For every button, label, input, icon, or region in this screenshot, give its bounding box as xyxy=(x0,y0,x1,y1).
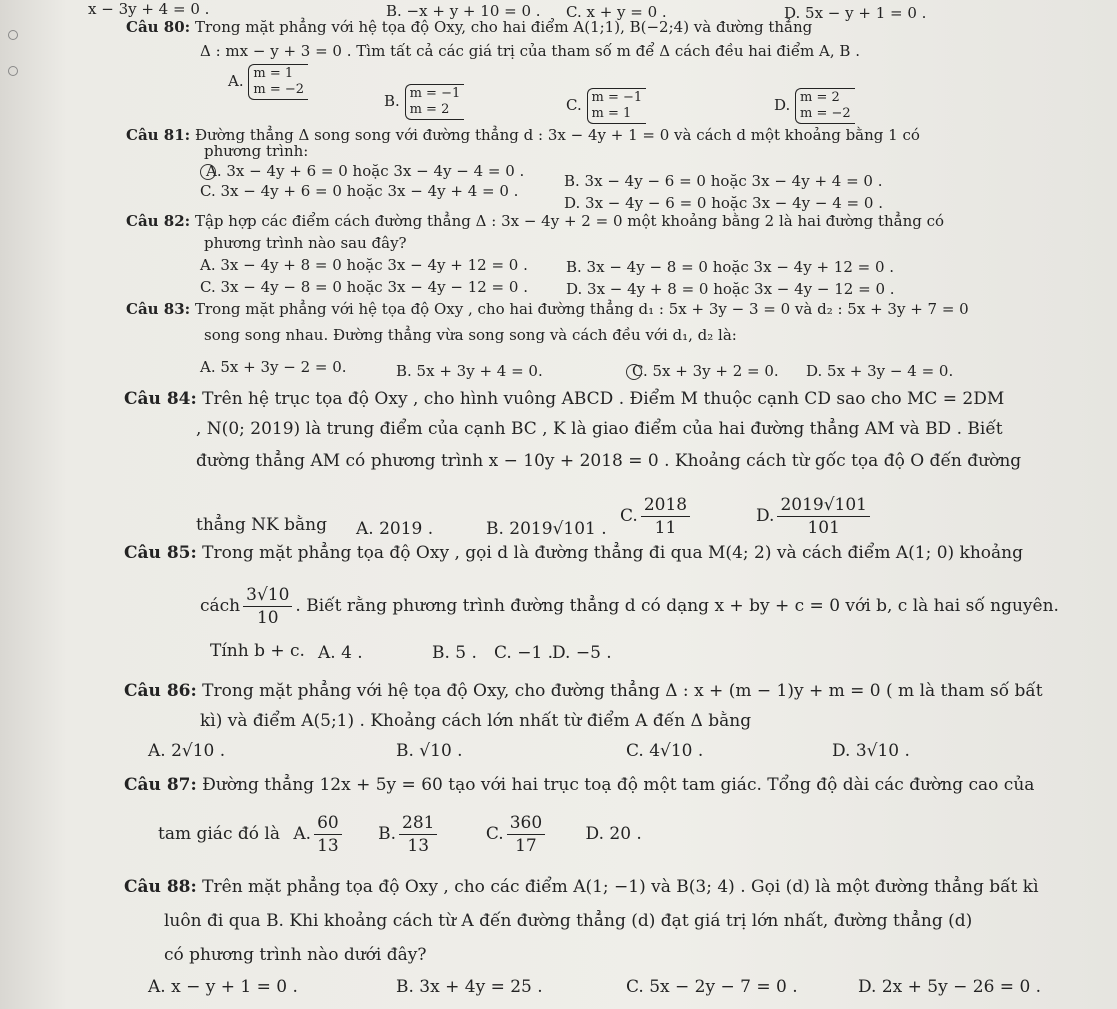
question-81-line2: phương trình: xyxy=(204,142,309,160)
q85-option-b: B. 5 . xyxy=(432,643,477,663)
question-80-line2: Δ : mx − y + 3 = 0 . Tìm tất cả các giá trị của tham số m để Δ cách đều hai điểm A, B . xyxy=(200,42,860,60)
q83-option-c: C. 5x + 3y + 2 = 0. xyxy=(626,362,779,380)
question-84-line4: thẳng NK bằng xyxy=(196,515,327,535)
question-87-text: Đường thẳng 12x + 5y = 60 tạo với hai trục toạ độ một tam giác. Tổng độ dài các đường cao của xyxy=(202,775,1035,795)
q84-option-d: D. $\frac{2019√101}{101}$ xyxy=(756,494,873,539)
q87-option-b: B. $\frac{281}{13}$ xyxy=(378,824,440,844)
question-83-text: Trong mặt phẳng với hệ tọa độ Oxy , cho hai đường thẳng d₁ : 5x + 3y − 3 = 0 và d₂ : 5x + 3y + 7 = 0 xyxy=(194,300,969,318)
question-87-label: Câu 87: xyxy=(124,775,197,795)
q81-option-b: B. 3x − 4y − 6 = 0 hoặc 3x − 4y + 4 = 0 . xyxy=(564,172,883,190)
binder-hole xyxy=(8,66,18,76)
question-83-line2: song song nhau. Đường thẳng vừa song song và cách đều với d₁, d₂ là: xyxy=(204,326,737,344)
question-84-line1 xyxy=(124,388,1004,410)
q82-option-c: C. 3x − 4y − 8 = 0 hoặc 3x − 4y − 12 = 0 . xyxy=(200,278,528,296)
q88-option-c: C. 5x − 2y − 7 = 0 . xyxy=(626,977,798,997)
question-82-text: Tập hợp các điểm cách đường thẳng Δ : 3x − 4y + 2 = 0 một khoảng bằng 2 là hai đường thẳng có xyxy=(194,212,945,230)
question-84-line3: đường thẳng AM có phương trình x − 10y + 2018 = 0 . Khoảng cách từ gốc tọa độ O đến đường xyxy=(196,451,1022,471)
fraction: $\frac{2019√101}{101}$ xyxy=(777,494,870,539)
q87-option-c: C. $\frac{360}{17}$ xyxy=(486,824,548,844)
question-88-line3: có phương trình nào dưới đây? xyxy=(164,945,427,965)
question-80-text: Trong mặt phẳng với hệ tọa độ Oxy, cho hai điểm A(1;1), B(−2;4) và đường thẳng xyxy=(194,18,813,36)
q82-option-b: B. 3x − 4y − 8 = 0 hoặc 3x − 4y + 12 = 0 . xyxy=(566,258,895,276)
q86-option-d: D. 3√10 . xyxy=(832,741,910,761)
prev-option-b: B. −x + y + 10 = 0 . xyxy=(386,2,541,20)
q87-option-d: D. 20 . xyxy=(585,824,642,844)
question-86-label: Câu 86: xyxy=(124,681,197,701)
q81-option-d: D. 3x − 4y − 6 = 0 hoặc 3x − 4y − 4 = 0 . xyxy=(564,194,883,212)
fraction: $\frac{2018}{11}$ xyxy=(641,494,690,539)
question-80-line1 xyxy=(126,18,812,36)
question-86-line2: kì) và điểm A(5;1) . Khoảng cách lớn nhất từ điểm A đến Δ bằng xyxy=(200,711,752,731)
question-83-line1 xyxy=(126,300,969,318)
question-86-line1 xyxy=(124,680,1043,702)
q81-option-c: C. 3x − 4y + 6 = 0 hoặc 3x − 4y + 4 = 0 . xyxy=(200,182,519,200)
q84-option-b: B. 2019√101 . xyxy=(486,519,607,539)
prev-option-d: D. 5x − y + 1 = 0 . xyxy=(784,4,927,22)
question-86-text: Trong mặt phẳng với hệ tọa độ Oxy, cho đường thẳng Δ : x + (m − 1)y + m = 0 ( m là tham số bất xyxy=(202,681,1043,701)
question-85-line2: cách $\frac{3√10}{10}$ . Biết rằng phương trình đường thẳng d có dạng x + by + c = 0 với b, c là hai số nguyên. xyxy=(200,585,1059,628)
q85-option-c: C. −1 . xyxy=(494,643,554,663)
q80-option-a: A. m = 1 m = −2 xyxy=(228,64,308,100)
q81-option-a: A. 3x − 4y + 6 = 0 hoặc 3x − 4y − 4 = 0 . xyxy=(200,162,524,180)
question-88-label: Câu 88: xyxy=(124,877,197,897)
fraction: $\frac{60}{13}$ xyxy=(314,812,342,857)
q83-option-d: D. 5x + 3y − 4 = 0. xyxy=(806,362,954,380)
q86-option-c: C. 4√10 . xyxy=(626,741,704,761)
q88-option-d: D. 2x + 5y − 26 = 0 . xyxy=(858,977,1042,997)
q88-option-b: B. 3x + 4y = 25 . xyxy=(396,977,543,997)
question-83-label: Câu 83: xyxy=(126,300,191,318)
question-85-line3: Tính b + c. xyxy=(210,641,305,661)
q84-option-a: A. 2019 . xyxy=(356,519,434,539)
question-80-label: Câu 80: xyxy=(126,18,191,36)
question-85-text: Trong mặt phẳng tọa độ Oxy , gọi d là đường thẳng đi qua M(4; 2) và cách điểm A(1; 0) khoảng xyxy=(202,543,1024,563)
q82-option-a: A. 3x − 4y + 8 = 0 hoặc 3x − 4y + 12 = 0 . xyxy=(200,256,528,274)
q80-option-c: C. m = −1 m = 1 xyxy=(566,88,646,124)
q80-option-b: B. m = −1 m = 2 xyxy=(384,84,464,120)
question-82-line2: phương trình nào sau đây? xyxy=(204,234,407,252)
prev-option-a: x − 3y + 4 = 0 . xyxy=(88,0,210,18)
question-84-line2: , N(0; 2019) là trung điểm của cạnh BC , K là giao điểm của hai đường thẳng AM và BD . Biết xyxy=(196,419,1003,439)
question-81-label: Câu 81: xyxy=(126,126,191,144)
question-87-line1 xyxy=(124,774,1034,796)
q83-option-a: A. 5x + 3y − 2 = 0. xyxy=(200,358,347,376)
question-81-text: Đường thẳng Δ song song với đường thẳng d : 3x − 4y + 1 = 0 và cách d một khoảng bằng 1 có xyxy=(194,126,920,144)
question-82-line1 xyxy=(126,212,944,230)
q86-option-a: A. 2√10 . xyxy=(148,741,226,761)
binder-hole xyxy=(8,30,18,40)
question-88-line1 xyxy=(124,876,1039,898)
q87-option-a: A. $\frac{60}{13}$ xyxy=(293,824,344,844)
q88-option-a: A. x − y + 1 = 0 . xyxy=(148,977,298,997)
question-84-label: Câu 84: xyxy=(124,389,197,409)
q85-option-a: A. 4 . xyxy=(318,643,363,663)
question-85-line1 xyxy=(124,542,1023,564)
q83-option-b: B. 5x + 3y + 4 = 0. xyxy=(396,362,543,380)
q82-option-d: D. 3x − 4y + 8 = 0 hoặc 3x − 4y − 12 = 0 . xyxy=(566,280,895,298)
question-85-label: Câu 85: xyxy=(124,543,197,563)
q85-option-d: D. −5 . xyxy=(552,643,612,663)
question-87-line2: tam giác đó là A. $\frac{60}{13}$ B. $\frac{281}{13}$ C. $\frac{360}{17}$ D. 20 . xyxy=(158,813,642,856)
fraction: $\frac{3√10}{10}$ xyxy=(243,584,292,629)
q86-option-b: B. √10 . xyxy=(396,741,463,761)
q84-option-c: C. $\frac{2018}{11}$ xyxy=(620,494,693,539)
fraction: $\frac{281}{13}$ xyxy=(399,812,437,857)
question-84-text: Trên hệ trục tọa độ Oxy , cho hình vuông ABCD . Điểm M thuộc cạnh CD sao cho MC = 2DM xyxy=(202,389,1005,409)
prev-option-c: C. x + y = 0 . xyxy=(566,3,667,21)
question-82-label: Câu 82: xyxy=(126,212,191,230)
q80-option-d: D. m = 2 m = −2 xyxy=(774,88,855,124)
question-88-text: Trên mặt phẳng tọa độ Oxy , cho các điểm A(1; −1) và B(3; 4) . Gọi (d) là một đường thẳng bất kì xyxy=(202,877,1039,897)
fraction: $\frac{360}{17}$ xyxy=(507,812,545,857)
question-88-line2: luôn đi qua B. Khi khoảng cách từ A đến đường thẳng (d) đạt giá trị lớn nhất, đường thẳng (d) xyxy=(164,911,973,931)
